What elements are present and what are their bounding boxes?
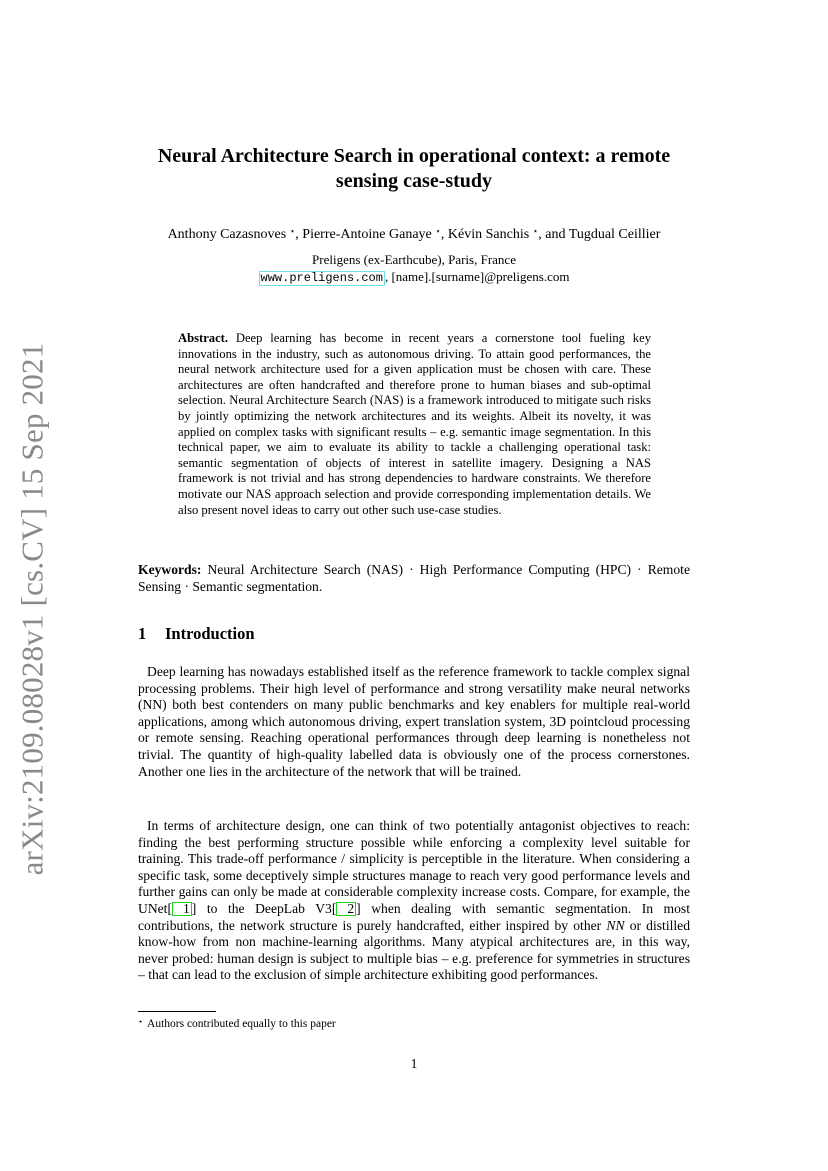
affiliation-block	[138, 251, 690, 286]
section-number: 1	[138, 624, 147, 643]
paragraph-text: In terms of architecture design, one can think of two potentially antagonist objectives to reach: finding the best performing structure possible while enforcing a complexity level suitable for training. This trade-off performance / simplicity is perceptible in the literature. When considering a specific task, some deceptively simple structures manage to reach very good performance levels and further gains can only be made at considerable complexity increase costs. Compare, for example, the UNet	[138, 818, 690, 916]
citation-link[interactable]: 2	[336, 902, 356, 916]
equal-contribution-mark: ⋆	[289, 226, 296, 236]
website-link[interactable]: www.preligens.com	[260, 271, 383, 285]
affiliation-organization: Preligens (ex-Earthcube), Paris, France	[312, 252, 516, 267]
page-number: 1	[410, 1056, 418, 1071]
abstract	[178, 331, 651, 518]
footnote-text: Authors contributed equally to this paper	[147, 1018, 336, 1030]
author-list: Anthony Cazasnoves ⋆, Pierre-Antoine Ganaye ⋆, Kévin Sanchis ⋆, and Tugdual Ceillier	[167, 226, 661, 242]
paragraph: In terms of architecture design, one can think of two potentially antagonist objectives to reach: finding the best performing structure possible while enforcing a complexity level suitable for training. This trade-off performance / simplicity is perceptible in the literature. When considering a specific task, some deceptively simple structures manage to reach very good performance levels and further gains can only be made at considerable complexity increase costs. Compare, for example, the UNet[ 1 ] to the DeepLab V3[ 2 ] when dealing with semantic segmentation. In most contributions, the network structure is purely handcrafted, either inspired by other NN or distilled know-how from non machine-learning algorithms. Many atypical architectures are, in this way, never probed: human design is subject to multiple bias – e.g. preference for symmetries in structures – that can lead to the exclusion of simple architecture exhibiting good performances.	[138, 818, 690, 983]
keywords-text: Neural Architecture Search (NAS) · High Performance Computing (HPC) · Remote Sensing · Semantic segmentation.	[138, 562, 690, 594]
abstract-label: Abstract.	[178, 331, 229, 345]
paragraph-text: when dealing with semantic segmentation. In most contributions, the network structure is purely handcrafted, either inspired by other	[138, 900, 690, 933]
paragraph: Deep learning has nowadays established itself as the reference framework to tackle complex signal processing problems. Their high level of performance and strong versatility make neural networks (NN) both best contenders on many public benchmarks and key enablers for multiple real-world applications, among which autonomous driving, expert translation system, 3D pointcloud processing or remote sensing. Reaching operational performances through deep learning is nonetheless not trivial. The quantity of high-quality labelled data is obviously one of the process cornerstones. Another one lies in the architecture of the network that will be trained.	[138, 664, 690, 779]
author-name: Tugdual Ceillier	[568, 227, 661, 242]
equal-contribution-mark: ⋆	[435, 226, 441, 236]
paragraph-text: to the DeepLab V3	[196, 900, 332, 916]
equal-contribution-mark: ⋆	[532, 226, 539, 236]
footnote-rule	[138, 1011, 216, 1012]
author-name: Pierre-Antoine Ganaye	[302, 227, 432, 242]
section-title: Introduction	[165, 624, 255, 643]
arxiv-identifier-text: arXiv:2109.08028v1 [cs.CV] 15 Sep 2021	[14, 342, 49, 875]
author-name: Anthony Cazasnoves	[167, 227, 287, 242]
author-name: Kévin Sanchis	[447, 227, 530, 242]
abstract-text: Deep learning has become in recent years a cornerstone tool fueling key innovations in the industry, such as autonomous driving. To attain good performances, the neural network architecture used for a given application must be chosen with care. These architectures are often handcrafted and therefore prone to human biases and sub-optimal selection. Neural Architecture Search (NAS) is a framework introduced to mitigate such risks by jointly optimizing the network architectures and its weights. Albeit its novelty, it was applied on complex tasks with significant results – e.g. semantic image segmentation. In this technical paper, we aim to evaluate its ability to tackle a challenging operational task: semantic segmentation of objects of interest in satellite imagery. Designing a NAS framework is not trivial and has strong dependencies to hardware constraints. We therefore motivate our NAS approach selection and provide corresponding implementation details. We also present novel ideas to carry out other such use-case studies.	[178, 331, 651, 517]
footnote-mark: ⋆	[138, 1017, 144, 1026]
paper-title: Neural Architecture Search in operational context: a remote sensing case-study	[157, 145, 671, 192]
paragraph-text: or distilled know-how from non machine-learning algorithms. Many atypical architectures are, in this way, never probed: human design is subject to multiple bias – e.g. preference for symmetries in structures – that can lead to the exclusion of simple architecture exhibiting good performances.	[138, 917, 690, 983]
keywords	[138, 561, 690, 595]
arxiv-identifier-stamp	[10, 342, 54, 875]
contact-email: , [name].[surname]@preligens.com	[384, 269, 570, 284]
section-heading-introduction	[138, 624, 255, 644]
nn-abbreviation: NN	[606, 917, 625, 933]
footnote	[138, 1015, 336, 1031]
keywords-label: Keywords:	[138, 562, 202, 577]
citation-link[interactable]: 1	[172, 902, 192, 916]
